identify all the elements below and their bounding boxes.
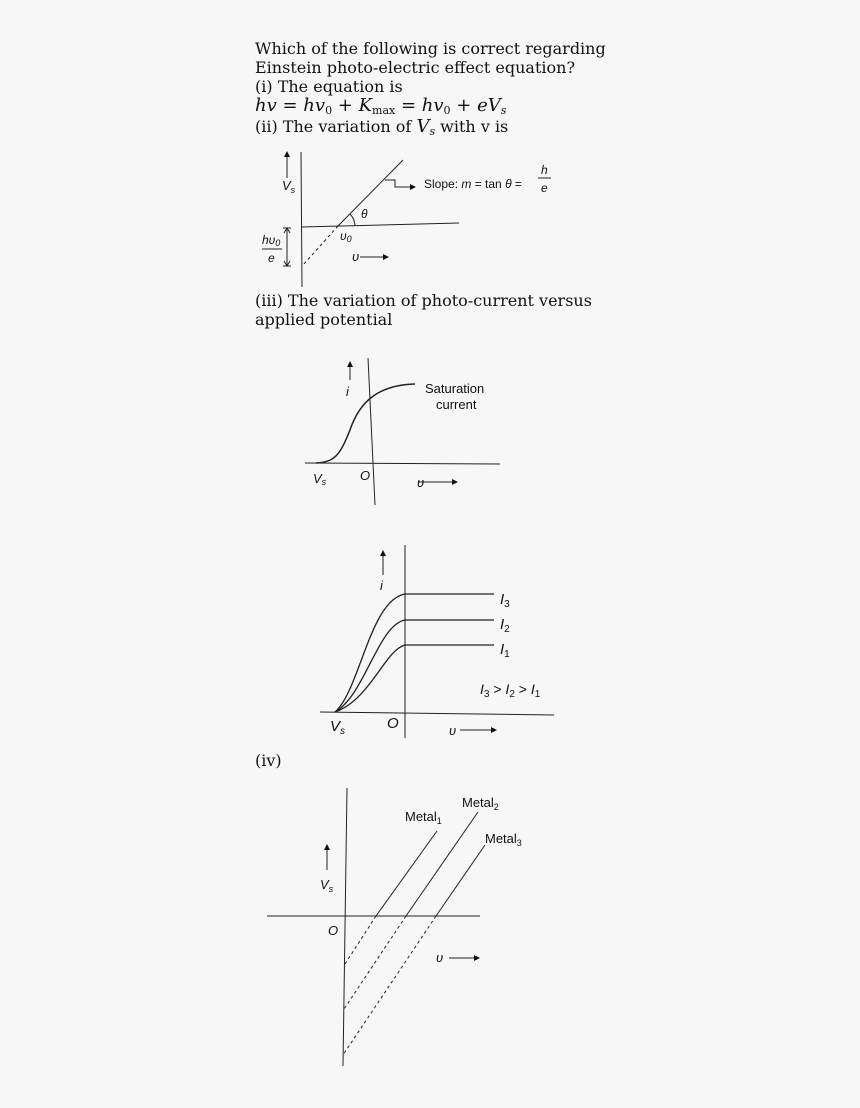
x-axis <box>320 712 554 715</box>
y-axis <box>301 152 302 287</box>
figure-intensity-curves <box>320 545 554 738</box>
intercept-denominator: e <box>268 251 275 265</box>
slope-denominator: e <box>541 181 548 195</box>
metal-2-line <box>406 812 478 916</box>
origin-label: O <box>387 715 399 732</box>
theta-label: θ <box>361 207 368 221</box>
solid-line <box>338 160 403 226</box>
origin-label: O <box>360 468 371 483</box>
dashed-extrapolation <box>303 226 338 265</box>
intensity-relation: $I_3 > I_2 > I_1$ <box>480 681 541 700</box>
origin-label: O <box>328 923 339 938</box>
part-iii-line-1: (iii) The variation of photo-current versus <box>255 291 592 310</box>
figure-metals-stopping-potential <box>267 788 485 1066</box>
x-axis <box>305 463 500 464</box>
slope-label: Slope: m = tan θ = <box>424 177 522 191</box>
vs-label: $V_s$ <box>330 718 346 737</box>
saturation-label-1: Saturation <box>425 381 485 396</box>
metal-1-line <box>376 831 437 916</box>
vs-label: $V_s$ <box>282 178 296 195</box>
intercept-numerator: hυ0 <box>262 233 281 248</box>
metal-1-label: Metal$_1$ <box>405 809 442 826</box>
curve-label-i1: $I_1$ <box>500 641 510 660</box>
question-line-2: Einstein photo-electric effect equation? <box>255 58 576 77</box>
vs-label: $V_s$ <box>320 877 334 894</box>
part-iv-label: (iv) <box>255 751 282 770</box>
x-axis-label: υ <box>352 249 360 264</box>
saturation-label-2: current <box>436 397 477 412</box>
i-label: i <box>380 578 383 593</box>
question-line-1: Which of the following is correct regarding <box>255 39 606 58</box>
curve-i1 <box>335 645 494 712</box>
einstein-equation: hv = $hv_0 + K_{max} = hv_0$ + eVs <box>255 95 507 117</box>
slope-numerator: h <box>541 163 548 177</box>
current-curve <box>316 384 415 463</box>
curve-i3 <box>335 594 494 712</box>
x-axis-label: υ <box>417 475 425 490</box>
curve-label-i3: $I_3$ <box>500 591 510 610</box>
part-iii-line-2: applied potential <box>255 310 393 329</box>
theta-arc <box>350 214 355 226</box>
x-axis <box>301 223 459 227</box>
part-ii-label: (ii) The variation of Vs with v is <box>255 116 509 138</box>
vs-label: Vs <box>313 471 327 487</box>
part-i-label: (i) The equation is <box>255 77 403 96</box>
slope-callout-arrow-icon <box>385 180 415 187</box>
curve-label-i2: $I_2$ <box>500 616 510 635</box>
x-axis-label: υ <box>436 950 444 965</box>
y-axis <box>343 788 347 1066</box>
metal-2-label: Metal$_2$ <box>462 795 499 812</box>
i-label: i <box>346 384 349 399</box>
threshold-frequency-label: υ0 <box>340 229 352 244</box>
x-axis-label: υ <box>449 723 457 738</box>
metal-3-label: Metal$_3$ <box>485 831 522 848</box>
metal-3-line <box>436 845 485 916</box>
